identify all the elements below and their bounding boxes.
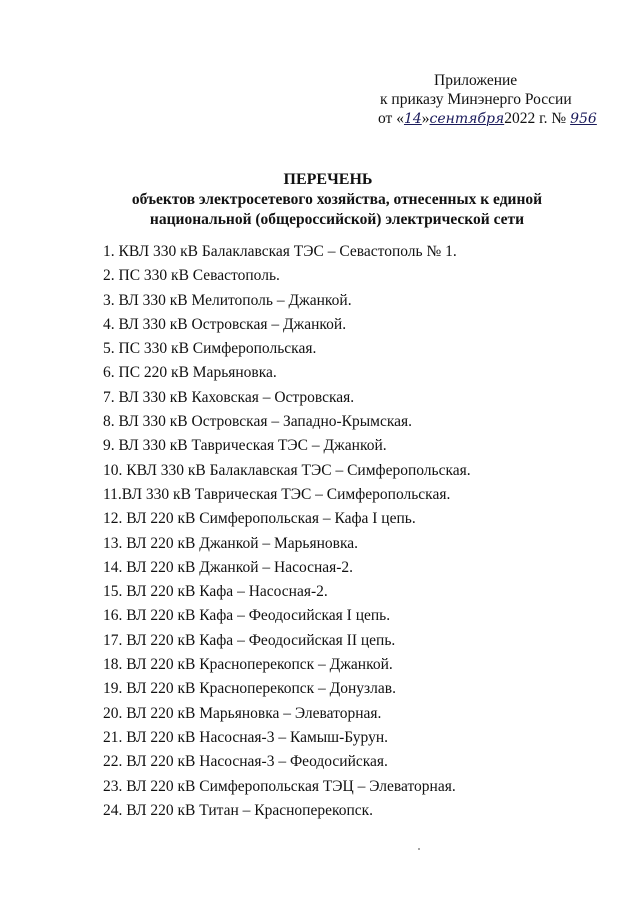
list-item: 12. ВЛ 220 кВ Симферопольская – Кафа I цепь. bbox=[103, 510, 416, 528]
annex-order-ref: к приказу Минэнерго России bbox=[380, 91, 572, 108]
list-item: 10. КВЛ 330 кВ Балаклавская ТЭС – Симферопольская. bbox=[103, 461, 471, 479]
list-item: 8. ВЛ 330 кВ Островская – Западно-Крымская. bbox=[103, 413, 413, 431]
list-item: 14. ВЛ 220 кВ Джанкой – Насосная-2. bbox=[103, 558, 354, 576]
list-item: 23. ВЛ 220 кВ Симферопольская ТЭЦ – Элеваторная. bbox=[103, 777, 456, 795]
list-item: 19. ВЛ 220 кВ Красноперекопск – Донузлав. bbox=[103, 680, 396, 698]
annex-year: 2022 г. № bbox=[504, 110, 567, 127]
document-title bbox=[0, 170, 640, 230]
annex-date-mid: » bbox=[421, 110, 430, 127]
handwritten-number: 956 bbox=[570, 111, 597, 127]
list-item: 24. ВЛ 220 кВ Титан – Красноперекопск. bbox=[103, 801, 374, 819]
list-item: 5. ПС 330 кВ Симферопольская. bbox=[103, 340, 317, 358]
list-item: 13. ВЛ 220 кВ Джанкой – Марьяновка. bbox=[103, 534, 359, 552]
annex-date-number bbox=[378, 109, 598, 129]
list-item: 15. ВЛ 220 кВ Кафа – Насосная-2. bbox=[103, 583, 328, 601]
list-item: 4. ВЛ 330 кВ Островская – Джанкой. bbox=[103, 315, 347, 333]
list-item: 2. ПС 330 кВ Севастополь. bbox=[103, 267, 280, 285]
annex-date-prefix: от « bbox=[378, 110, 404, 127]
list-item: 20. ВЛ 220 кВ Марьяновка – Элеваторная. bbox=[103, 704, 382, 722]
list-item: 22. ВЛ 220 кВ Насосная-3 – Феодосийская. bbox=[103, 753, 388, 771]
list-item: 1. КВЛ 330 кВ Балаклавская ТЭС – Севастополь № 1. bbox=[103, 243, 457, 260]
list-item: 9. ВЛ 330 кВ Таврическая ТЭС – Джанкой. bbox=[103, 437, 387, 455]
objects-list bbox=[103, 240, 471, 823]
title-subtitle-line2: национальной (общероссийской) электрической сети bbox=[149, 211, 525, 228]
list-item: 18. ВЛ 220 кВ Красноперекопск – Джанкой. bbox=[103, 656, 393, 674]
handwritten-month: сентября bbox=[429, 111, 505, 127]
list-item: 17. ВЛ 220 кВ Кафа – Феодосийская II цепь. bbox=[103, 631, 396, 649]
list-item: 21. ВЛ 220 кВ Насосная-3 – Камыш-Бурун. bbox=[103, 728, 389, 746]
list-item: 3. ВЛ 330 кВ Мелитополь – Джанкой. bbox=[103, 291, 352, 309]
annex-title: Приложение bbox=[434, 72, 518, 89]
annex-note bbox=[378, 71, 598, 129]
handwritten-day: 14 bbox=[403, 111, 422, 127]
list-item: 7. ВЛ 330 кВ Каховская – Островская. bbox=[103, 388, 355, 406]
list-item: 11.ВЛ 330 кВ Таврическая ТЭС – Симферопольская. bbox=[103, 485, 451, 503]
list-item: 16. ВЛ 220 кВ Кафа – Феодосийская I цепь. bbox=[103, 607, 391, 625]
list-item: 6. ПС 220 кВ Марьяновка. bbox=[103, 364, 277, 382]
title-subtitle-line1: объектов электросетевого хозяйства, отнесенных к единой bbox=[131, 191, 543, 208]
scan-speck bbox=[418, 848, 420, 850]
title-heading: ПЕРЕЧЕНЬ bbox=[283, 171, 373, 188]
